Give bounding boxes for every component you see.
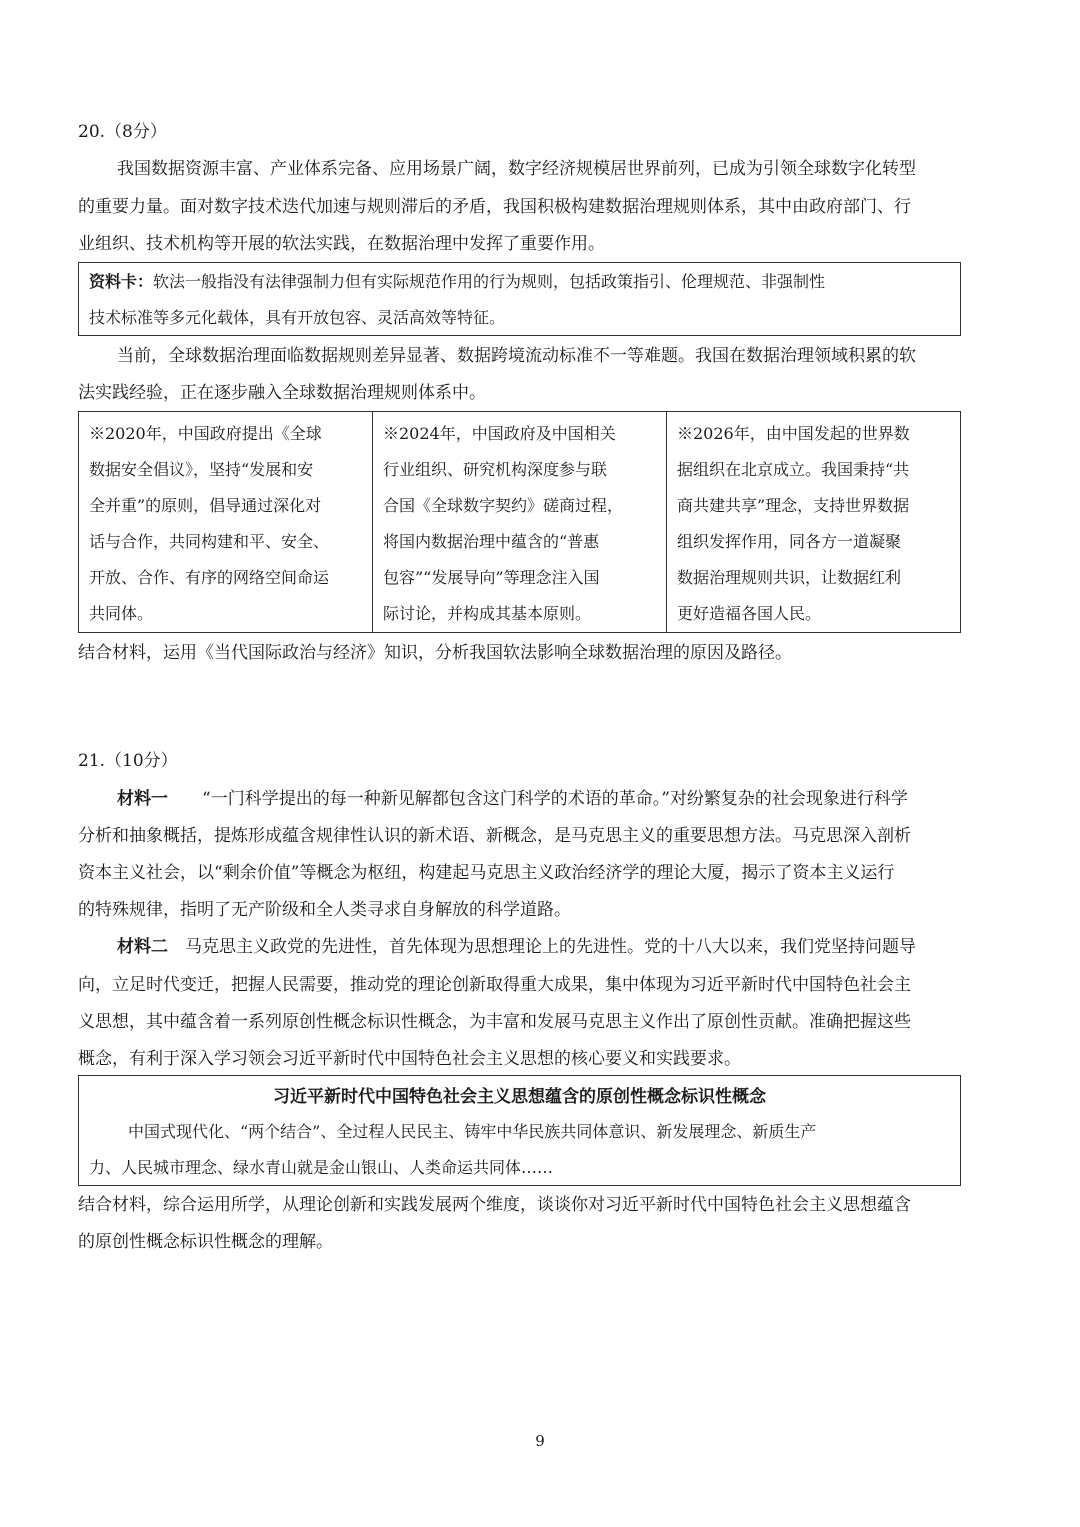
- info-card-line-2: 技术标准等多元化载体，具有开放包容、灵活高效等特征。: [89, 308, 506, 327]
- q21-question-line-2: 的原创性概念标识性概念的理解。: [78, 1232, 333, 1252]
- event-2024-line: 合国《全球数字契约》磋商过程，: [383, 496, 624, 515]
- concept-line-2: 力、人民城市理念、绿水青山就是金山银山、人类命运共同体……: [89, 1158, 554, 1177]
- material-1-label: 材料一: [117, 789, 168, 809]
- event-2026-line: 更好造福各国人民。: [677, 604, 822, 623]
- q20-question: 结合材料，运用《当代国际政治与经济》知识，分析我国软法影响全球数据治理的原因及路径。: [78, 643, 792, 663]
- q20-middle-line-2: 法实践经验，正在逐步融入全球数据治理规则体系中。: [78, 383, 486, 403]
- event-2020-line: 全并重”的原则，倡导通过深化对: [89, 496, 322, 515]
- event-2020-line: 开放、合作、有序的网络空间命运: [89, 568, 330, 587]
- q21-m2-text-1: 马克思主义政党的先进性，首先体现为思想理论上的先进性。党的十八大以来，我们党坚持问题导: [185, 937, 916, 957]
- info-card-text-1: 软法一般指没有法律强制力但有实际规范作用的行为规则，包括政策指引、伦理规范、非强制性: [153, 272, 826, 291]
- event-2020-cell: [79, 412, 373, 633]
- event-2024-cell: [373, 412, 667, 633]
- q21-m2-line-3: 义思想，其中蕴含着一系列原创性概念标识性概念，为丰富和发展马克思主义作出了原创性贡献。准确把握这些: [78, 1012, 911, 1032]
- q21-question-line-1: 结合材料，综合运用所学，从理论创新和实践发展两个维度，谈谈你对习近平新时代中国特色社会主义思想蕴含: [78, 1195, 911, 1215]
- q20-middle-line-1: 当前，全球数据治理面临数据规则差异显著、数据跨境流动标准不一等难题。我国在数据治理领域积累的软: [117, 346, 916, 366]
- event-2020-line: 共同体。: [89, 604, 154, 623]
- material-2-label: 材料二: [117, 937, 168, 957]
- concept-box: [78, 1075, 961, 1186]
- info-card: [78, 262, 961, 336]
- info-card-label: 资料卡：: [89, 272, 154, 291]
- event-2026-line: 组织发挥作用，同各方一道凝聚: [677, 532, 902, 551]
- concept-line-1: 中国式现代化、“两个结合”、全过程人民民主、铸牢中华民族共同体意识、新发展理念、新质生产: [128, 1122, 817, 1141]
- event-2020-line: 数据安全倡议》，坚持“发展和安: [89, 460, 314, 479]
- event-2024-line: 际讨论，并构成其基本原则。: [383, 604, 592, 623]
- q21-m1-text-1: “一门科学提出的每一种新见解都包含这门科学的术语的革命。”对纷繁复杂的社会现象进行科学: [202, 789, 908, 809]
- q21-m1-line-2: 分析和抽象概括，提炼形成蕴含规律性认识的新术语、新概念，是马克思主义的重要思想方法。马克思深入剖析: [78, 826, 911, 846]
- q21-m1-line-3: 资本主义社会，以“剩余价值”等概念为枢纽，构建起马克思主义政治经济学的理论大厦，揭示了资本主义运行: [78, 863, 895, 883]
- event-2024-line: 将国内数据治理中蕴含的“普惠: [383, 532, 600, 551]
- question-20-number: 20.（8分）: [78, 122, 167, 142]
- event-2026-line: ※2026年，由中国发起的世界数: [677, 424, 910, 443]
- event-2026-line: 数据治理规则共识，让数据红利: [677, 568, 902, 587]
- event-2024-line: 包容”“发展导向”等理念注入国: [383, 568, 600, 587]
- event-2020-line: ※2020年，中国政府提出《全球: [89, 424, 322, 443]
- event-2026-line: 据组织在北京成立。我国秉持“共: [677, 460, 910, 479]
- q21-m2-line-2: 向，立足时代变迁，把握人民需要，推动党的理论创新取得重大成果，集中体现为习近平新时代中国特色社会主: [78, 975, 911, 995]
- q21-m2-line-1: [117, 928, 916, 966]
- concept-box-title: 习近平新时代中国特色社会主义思想蕴含的原创性概念标识性概念: [273, 1087, 766, 1107]
- info-card-line-1: [89, 263, 825, 300]
- q21-m1-line-1: [117, 780, 908, 818]
- q20-intro-line-3: 业组织、技术机构等开展的软法实践，在数据治理中发挥了重要作用。: [78, 234, 605, 254]
- event-2024-line: ※2024年，中国政府及中国相关: [383, 424, 616, 443]
- page-number: 9: [535, 1432, 545, 1450]
- event-2026-line: 商共建共享”理念，支持世界数据: [677, 496, 910, 515]
- question-21-number: 21.（10分）: [78, 751, 178, 771]
- event-2020-line: 话与合作，共同构建和平、安全、: [89, 532, 330, 551]
- event-2026-cell: [667, 412, 961, 633]
- event-2024-line: 行业组织、研究机构深度参与联: [383, 460, 608, 479]
- q20-intro-line-1: 我国数据资源丰富、产业体系完备、应用场景广阔，数字经济规模居世界前列，已成为引领全球数字化转型: [117, 159, 916, 179]
- events-table: [78, 411, 961, 633]
- q20-intro-line-2: 的重要力量。面对数字技术迭代加速与规则滞后的矛盾，我国积极构建数据治理规则体系，其中由政府部门、行: [78, 197, 911, 217]
- q21-m1-line-4: 的特殊规律，指明了无产阶级和全人类寻求自身解放的科学道路。: [78, 900, 571, 920]
- q21-m2-line-4: 概念，有利于深入学习领会习近平新时代中国特色社会主义思想的核心要义和实践要求。: [78, 1049, 741, 1069]
